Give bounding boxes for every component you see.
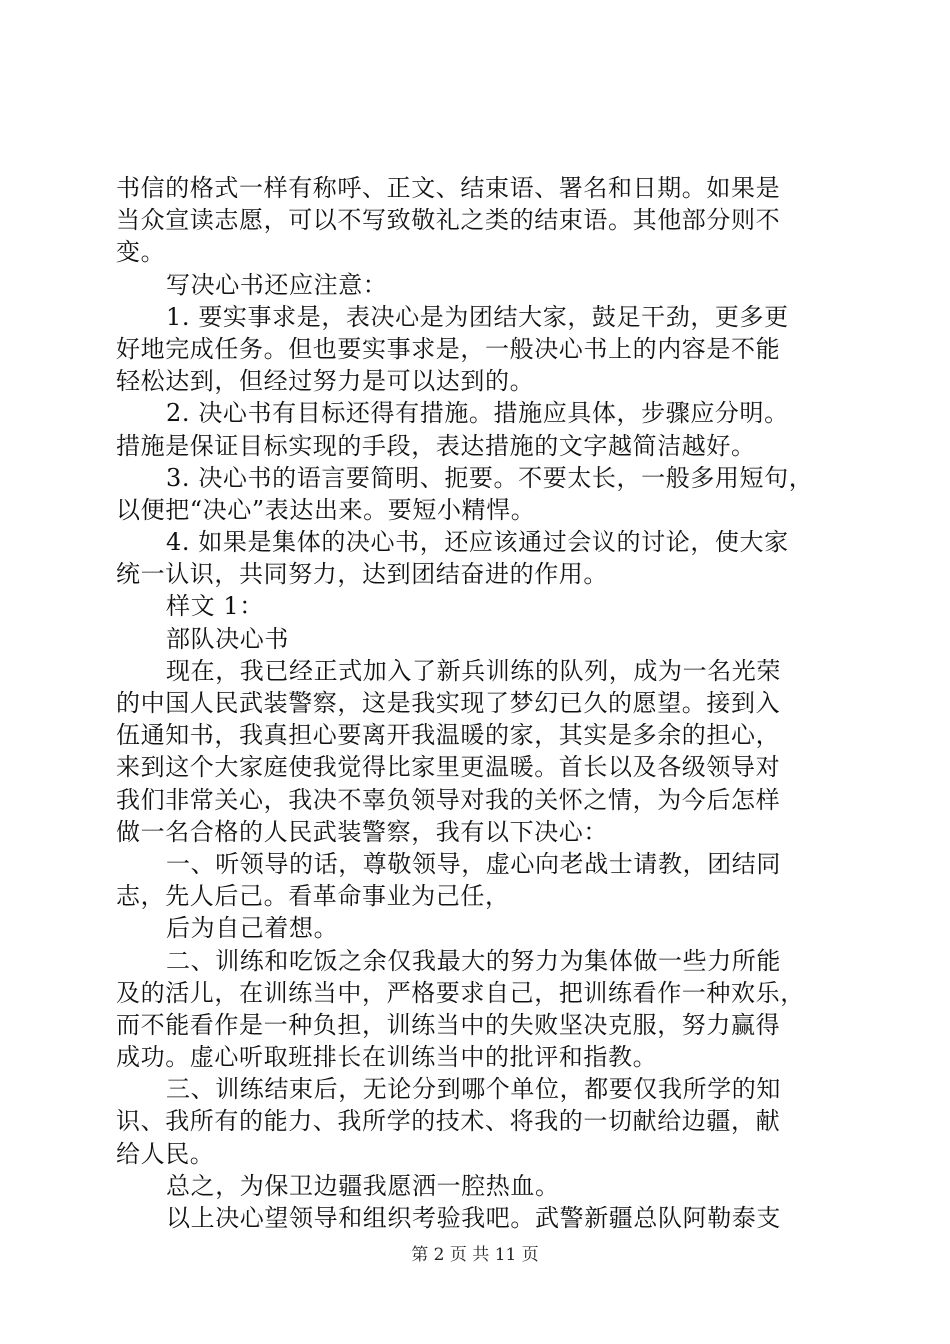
text-line-6: 好地完成任务。但也要实事求是，一般决心书上的内容是不能 [116, 334, 781, 363]
text-line-13: 统一认识，共同努力，达到团结奋进的作用。 [116, 560, 608, 589]
text-line-22: 一、听领导的话，尊敬领导，虚心向老战士请教，团结同 [166, 849, 781, 878]
text-line-24: 后为自己着想。 [166, 914, 339, 943]
text-line-30: 识、我所有的能力、我所学的技术、将我的一切献给边疆，献 [116, 1107, 781, 1136]
text-line-14: 样文 1： [166, 592, 264, 621]
text-line-33: 以上决心望领导和组织考验我吧。武警新疆总队阿勒泰支 [166, 1204, 781, 1232]
text-line-9: 措施是保证目标实现的手段，表达措施的文字越简洁越好。 [116, 431, 756, 460]
text-line-19: 来到这个大家庭使我觉得比家里更温暖。首长以及各级领导对 [116, 753, 781, 782]
text-line-21: 做一名合格的人民武装警察，我有以下决心： [116, 817, 608, 846]
text-line-3: 变。 [116, 238, 166, 267]
text-line-4: 写决心书还应注意： [166, 270, 388, 299]
text-line-11: 以便把“决心”表达出来。要短小精悍。 [116, 495, 536, 524]
text-line-28: 成功。虚心听取班排长在训练当中的批评和指教。 [116, 1043, 658, 1072]
text-line-31: 给人民。 [116, 1139, 215, 1168]
text-line-27: 而不能看作是一种负担，训练当中的失败坚决克服，努力赢得 [116, 1010, 781, 1039]
text-line-7: 轻松达到，但经过努力是可以达到的。 [116, 367, 535, 396]
text-line-32: 总之，为保卫边疆我愿洒一腔热血。 [166, 1171, 560, 1200]
text-line-26: 及的活儿，在训练当中，严格要求自己，把训练看作一种欢乐， [116, 978, 805, 1007]
text-line-8: 2. 决心书有目标还得有措施。措施应具体，步骤应分明。 [166, 399, 789, 428]
text-line-15: 部队决心书 [166, 624, 289, 653]
text-line-25: 二、训练和吃饭之余仅我最大的努力为集体做一些力所能 [166, 946, 781, 975]
page-number-footer: 第 2 页 共 11 页 [411, 1245, 539, 1265]
text-line-1: 书信的格式一样有称呼、正文、结束语、署名和日期。如果是 [116, 174, 781, 202]
text-line-10: 3. 决心书的语言要简明、扼要。不要太长，一般多用短句， [166, 463, 814, 492]
text-line-17: 的中国人民武装警察，这是我实现了梦幻已久的愿望。接到入 [116, 689, 781, 717]
text-line-20: 我们非常关心，我决不辜负领导对我的关怀之情，为今后怎样 [116, 785, 781, 814]
text-line-12: 4. 如果是集体的决心书，还应该通过会议的讨论，使大家 [166, 528, 789, 557]
text-line-23: 志，先人后己。看革命事业为己任， [116, 882, 510, 911]
text-line-2: 当众宣读志愿，可以不写致敬礼之类的结束语。其他部分则不 [116, 206, 781, 235]
document-body [116, 172, 836, 1234]
text-line-5: 1. 要实事求是，表决心是为团结大家，鼓足干劲，更多更 [166, 302, 789, 331]
text-line-29: 三、训练结束后，无论分到哪个单位，都要仅我所学的知 [166, 1075, 781, 1104]
text-line-18: 伍通知书，我真担心要离开我温暖的家，其实是多余的担心， [116, 721, 781, 750]
text-line-16: 现在，我已经正式加入了新兵训练的队列，成为一名光荣 [166, 656, 781, 685]
